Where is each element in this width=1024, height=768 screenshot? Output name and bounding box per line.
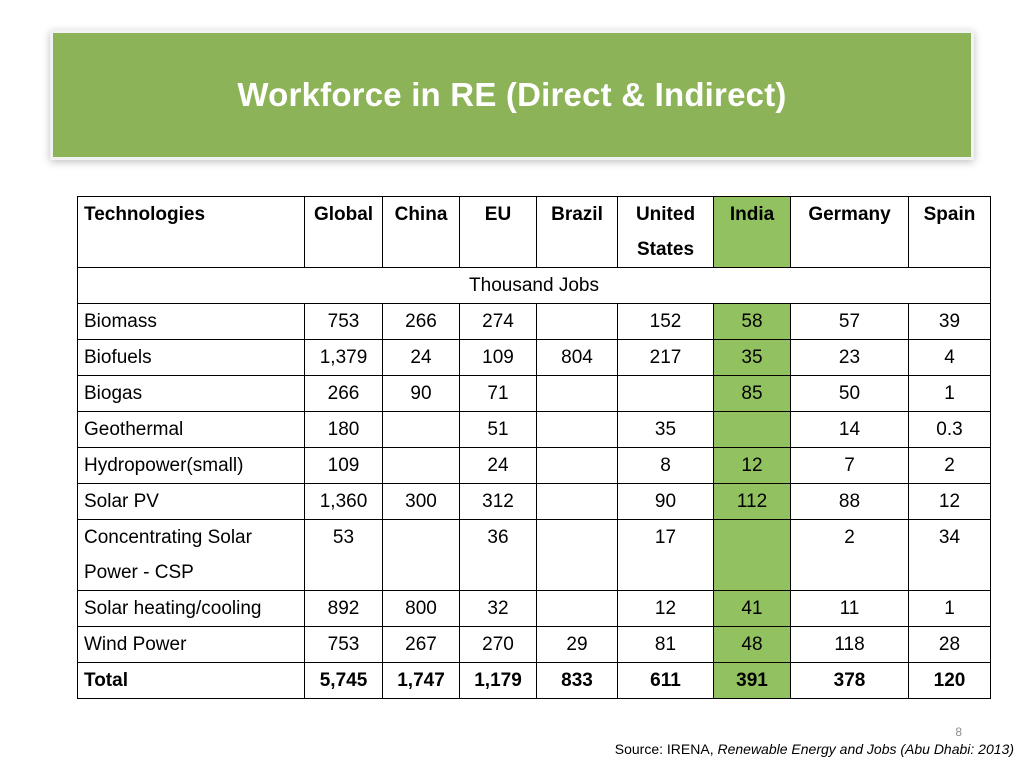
table-cell: 266 <box>383 304 460 340</box>
table-cell: 4 <box>909 340 991 376</box>
header-row <box>78 197 991 268</box>
table-cell <box>383 448 460 484</box>
table-row <box>78 340 991 376</box>
table-cell: 35 <box>714 340 791 376</box>
table-cell: 180 <box>305 412 383 448</box>
table-cell: 53 <box>305 520 383 591</box>
table-cell: 58 <box>714 304 791 340</box>
row-label: Biomass <box>78 304 305 340</box>
table-cell <box>537 376 618 412</box>
row-label: Wind Power <box>78 627 305 663</box>
jobs-table <box>77 196 991 699</box>
table-row <box>78 484 991 520</box>
table-cell: 34 <box>909 520 991 591</box>
table-body <box>78 268 991 699</box>
table-cell: 0.3 <box>909 412 991 448</box>
table-cell: 48 <box>714 627 791 663</box>
table-cell: 753 <box>305 627 383 663</box>
table-cell: 51 <box>460 412 537 448</box>
table-cell: 118 <box>791 627 909 663</box>
table-cell: 804 <box>537 340 618 376</box>
table-cell: 312 <box>460 484 537 520</box>
table-cell: 300 <box>383 484 460 520</box>
row-label: Total <box>78 663 305 699</box>
table-cell <box>383 520 460 591</box>
table-cell: 57 <box>791 304 909 340</box>
table-cell: 1,747 <box>383 663 460 699</box>
table-cell: 1 <box>909 376 991 412</box>
table-cell: 90 <box>618 484 714 520</box>
row-label: Biofuels <box>78 340 305 376</box>
table-cell: 120 <box>909 663 991 699</box>
header-spain: Spain <box>909 197 991 268</box>
table-cell: 2 <box>909 448 991 484</box>
total-row <box>78 663 991 699</box>
table-cell: 29 <box>537 627 618 663</box>
table-row <box>78 376 991 412</box>
source-title: Renewable Energy and Jobs (Abu Dhabi: 2013) <box>717 741 1014 757</box>
table-cell: 391 <box>714 663 791 699</box>
table-cell: 36 <box>460 520 537 591</box>
table-cell: 35 <box>618 412 714 448</box>
row-label: Biogas <box>78 376 305 412</box>
title-banner <box>53 33 971 157</box>
table-row <box>78 412 991 448</box>
source-prefix: Source: IRENA, <box>614 741 718 757</box>
source-note <box>615 741 1014 757</box>
table-cell: 800 <box>383 591 460 627</box>
table-cell: 24 <box>383 340 460 376</box>
table-cell: 11 <box>791 591 909 627</box>
row-label: Solar PV <box>78 484 305 520</box>
table-cell: 1,179 <box>460 663 537 699</box>
table-cell: 109 <box>305 448 383 484</box>
table-row <box>78 520 991 591</box>
unit-label: Thousand Jobs <box>78 268 991 304</box>
table-cell: 24 <box>460 448 537 484</box>
table-cell: 14 <box>791 412 909 448</box>
header-germany: Germany <box>791 197 909 268</box>
table-row <box>78 627 991 663</box>
table-cell: 23 <box>791 340 909 376</box>
header-united-states: United States <box>618 197 714 268</box>
row-label: Geothermal <box>78 412 305 448</box>
table-cell: 217 <box>618 340 714 376</box>
table-cell <box>537 591 618 627</box>
table-cell: 41 <box>714 591 791 627</box>
table-cell: 12 <box>618 591 714 627</box>
table-cell: 1,360 <box>305 484 383 520</box>
table-cell: 12 <box>714 448 791 484</box>
header-china: China <box>383 197 460 268</box>
row-label: Solar heating/cooling <box>78 591 305 627</box>
table-cell: 28 <box>909 627 991 663</box>
table-cell <box>383 412 460 448</box>
table-cell: 611 <box>618 663 714 699</box>
table-cell <box>537 448 618 484</box>
slide-title: Workforce in RE (Direct & Indirect) <box>237 76 787 113</box>
header-global: Global <box>305 197 383 268</box>
table-cell: 892 <box>305 591 383 627</box>
table-cell: 266 <box>305 376 383 412</box>
table-cell <box>714 412 791 448</box>
table-cell <box>537 484 618 520</box>
table-cell: 378 <box>791 663 909 699</box>
page-number: 8 <box>955 725 962 739</box>
table-cell: 71 <box>460 376 537 412</box>
table-cell: 12 <box>909 484 991 520</box>
table-cell: 32 <box>460 591 537 627</box>
table-cell: 1,379 <box>305 340 383 376</box>
table-cell: 833 <box>537 663 618 699</box>
table-cell: 274 <box>460 304 537 340</box>
table-cell: 90 <box>383 376 460 412</box>
table-cell <box>618 376 714 412</box>
table-cell: 8 <box>618 448 714 484</box>
table-cell <box>537 412 618 448</box>
header-technologies: Technologies <box>78 197 305 268</box>
table-cell: 267 <box>383 627 460 663</box>
table-cell: 152 <box>618 304 714 340</box>
row-label: Concentrating Solar Power - CSP <box>78 520 305 591</box>
table-cell: 109 <box>460 340 537 376</box>
table-cell <box>537 304 618 340</box>
table-cell: 5,745 <box>305 663 383 699</box>
header-brazil: Brazil <box>537 197 618 268</box>
table-cell: 2 <box>791 520 909 591</box>
table-cell: 112 <box>714 484 791 520</box>
row-label: Hydropower(small) <box>78 448 305 484</box>
table-cell: 1 <box>909 591 991 627</box>
table-cell: 39 <box>909 304 991 340</box>
table-cell: 50 <box>791 376 909 412</box>
unit-row <box>78 268 991 304</box>
table-cell: 88 <box>791 484 909 520</box>
table-cell: 17 <box>618 520 714 591</box>
header-india: India <box>714 197 791 268</box>
table-cell: 85 <box>714 376 791 412</box>
table-cell: 7 <box>791 448 909 484</box>
table-cell: 81 <box>618 627 714 663</box>
table-row <box>78 448 991 484</box>
table-row <box>78 304 991 340</box>
table-row <box>78 591 991 627</box>
header-eu: EU <box>460 197 537 268</box>
table-cell: 753 <box>305 304 383 340</box>
table-cell: 270 <box>460 627 537 663</box>
table-cell <box>537 520 618 591</box>
table-cell <box>714 520 791 591</box>
